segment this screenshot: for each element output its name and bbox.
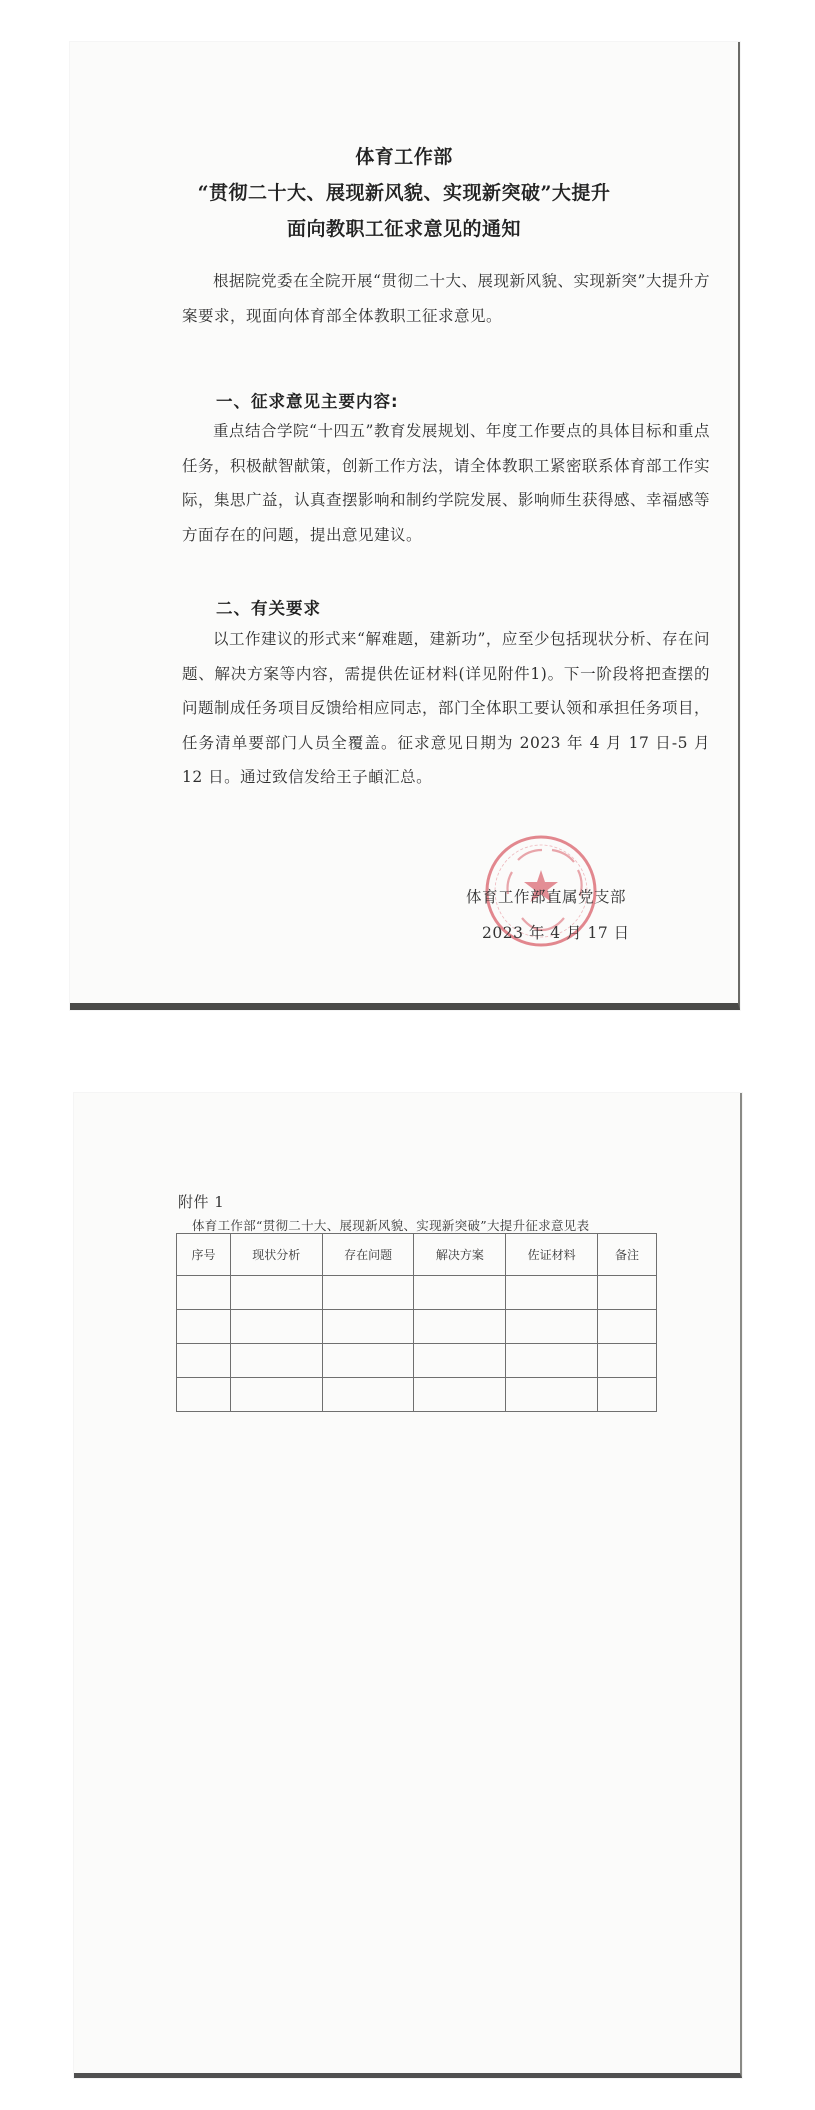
notice-page bbox=[70, 42, 740, 1010]
col-header-current-analysis: 现状分析 bbox=[230, 1234, 322, 1276]
col-header-evidence: 佐证材料 bbox=[506, 1234, 598, 1276]
table-cell bbox=[230, 1344, 322, 1378]
table-cell bbox=[506, 1310, 598, 1344]
table-row bbox=[177, 1310, 657, 1344]
table-row bbox=[177, 1276, 657, 1310]
col-header-serial: 序号 bbox=[177, 1234, 231, 1276]
table-cell bbox=[322, 1310, 414, 1344]
table-cell bbox=[598, 1344, 657, 1378]
col-header-remarks: 备注 bbox=[598, 1234, 657, 1276]
section1-heading: 一、征求意见主要内容: bbox=[216, 392, 399, 411]
table-cell bbox=[230, 1276, 322, 1310]
attachment-table-caption: 体育工作部“贯彻二十大、展现新风貌、实现新突破”大提升征求意见表 bbox=[192, 1218, 590, 1233]
col-header-solution: 解决方案 bbox=[414, 1234, 506, 1276]
col-header-problems: 存在问题 bbox=[322, 1234, 414, 1276]
table-cell bbox=[414, 1344, 506, 1378]
section1-body: 重点结合学院“十四五”教育发展规划、年度工作要点的具体目标和重点任务，积极献智献策，创新工作方法，请全体教职工紧密联系体育部工作实际，集思广益，认真查摆影响和制约学院发展、影响师生获得感、幸福感等方面存在的问题，提出意见建议。 bbox=[182, 422, 711, 544]
notice-intro-paragraph: 根据院党委在全院开展“贯彻二十大、展现新风貌、实现新突”大提升方案要求，现面向体育部全体教职工征求意见。 bbox=[182, 272, 710, 325]
table-cell bbox=[177, 1276, 231, 1310]
table-row bbox=[177, 1344, 657, 1378]
table-cell bbox=[322, 1378, 414, 1412]
signature-organization: 体育工作部直属党支部 bbox=[466, 888, 627, 906]
feedback-table bbox=[176, 1233, 657, 1412]
table-cell bbox=[322, 1344, 414, 1378]
table-cell bbox=[598, 1310, 657, 1344]
notice-title-subject: 面向教职工征求意见的通知 bbox=[286, 218, 521, 240]
table-cell bbox=[230, 1310, 322, 1344]
table-row bbox=[177, 1378, 657, 1412]
table-cell bbox=[414, 1378, 506, 1412]
table-cell bbox=[506, 1344, 598, 1378]
signature-date: 2023 年 4 月 17 日 bbox=[482, 924, 630, 942]
notice-title-department: 体育工作部 bbox=[355, 146, 453, 168]
attachment-page bbox=[74, 1093, 742, 2078]
section2-heading: 二、有关要求 bbox=[216, 599, 321, 618]
attachment-label: 附件 1 bbox=[178, 1193, 225, 1211]
table-cell bbox=[414, 1310, 506, 1344]
table-cell bbox=[322, 1276, 414, 1310]
table-cell bbox=[506, 1276, 598, 1310]
table-cell bbox=[177, 1344, 231, 1378]
table-header-row bbox=[177, 1234, 657, 1276]
table-cell bbox=[414, 1276, 506, 1310]
table-cell bbox=[177, 1378, 231, 1412]
table-cell bbox=[506, 1378, 598, 1412]
notice-title-slogan: “贯彻二十大、展现新风貌、实现新突破”大提升 bbox=[197, 182, 611, 204]
table-cell bbox=[598, 1378, 657, 1412]
table-cell bbox=[598, 1276, 657, 1310]
table-cell bbox=[230, 1378, 322, 1412]
section2-body: 以工作建议的形式来“解难题，建新功”，应至少包括现状分析、存在问题、解决方案等内容，需提供佐证材料(详见附件1)。下一阶段将把查摆的问题制成任务项目反馈给相应同志，部门全体职工要认领和承担任务项目，任务清单要部门人员全覆盖。征求意见日期为 2023 年 4 月 17 日-5 月 12 日。通过致信发给王子頔汇总。 bbox=[182, 630, 711, 786]
table-cell bbox=[177, 1310, 231, 1344]
